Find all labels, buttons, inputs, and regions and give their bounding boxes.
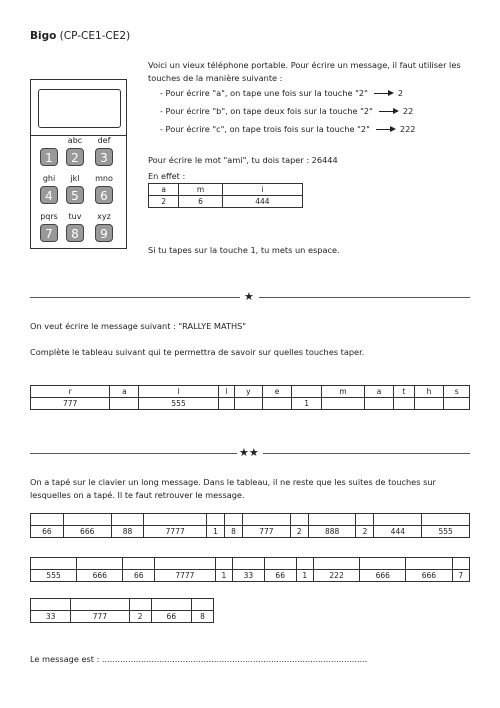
table-cell: 444 <box>222 196 302 208</box>
two-stars-icon: ★★ <box>239 446 259 459</box>
example-line: Pour écrire le mot "ami", tu dois taper : 26444 <box>148 155 338 165</box>
table-cell: l <box>218 386 234 398</box>
table-cell <box>129 599 151 611</box>
key-9: 9 <box>95 224 113 242</box>
table-cell: l <box>139 386 218 398</box>
table-cell <box>296 558 313 570</box>
separator <box>30 453 237 454</box>
table-cell <box>406 558 452 570</box>
table-cell: t <box>394 386 414 398</box>
separator <box>263 453 470 454</box>
table-cell: 7777 <box>155 570 216 582</box>
table-cell: h <box>414 386 444 398</box>
key-letters-label: ghi <box>42 174 56 183</box>
key-6: 6 <box>95 186 113 204</box>
table-cell: 1 <box>215 570 232 582</box>
table-cell: 33 <box>233 570 265 582</box>
intro-text: Voici un vieux téléphone portable. Pour écrire un message, il faut utiliser les touches de la manière suivante : <box>148 60 461 83</box>
table-cell <box>144 514 207 526</box>
table-cell <box>207 514 225 526</box>
bullet-item: - Pour écrire "b", on tape deux fois sur la touche "2" 22 <box>160 106 414 116</box>
table-cell: m <box>179 184 223 196</box>
table-cell: 666 <box>63 526 111 538</box>
page-title: Bigo (CP-CE1-CE2) <box>30 30 131 42</box>
table-cell <box>215 558 232 570</box>
table-cell: 8 <box>225 526 243 538</box>
table-cell <box>322 398 365 410</box>
table-cell <box>111 514 144 526</box>
section2-text: On a tapé sur le clavier un long message. Dans le tableau, il ne reste que les suites de touches sur lesquelles on a tapé. Il te faut retrouver le message. <box>30 477 436 500</box>
table-cell: s <box>444 386 470 398</box>
table-cell <box>365 398 394 410</box>
table-cell: e <box>263 386 292 398</box>
table-cell <box>225 514 243 526</box>
table-cell: i <box>222 184 302 196</box>
table-cell: 666 <box>360 570 406 582</box>
table-cell <box>71 599 129 611</box>
arrow-icon <box>376 129 394 130</box>
table-cell <box>308 514 356 526</box>
key-8: 8 <box>66 224 84 242</box>
table-cell <box>234 398 262 410</box>
message-table-2 <box>30 557 470 582</box>
key-letters-label: abc <box>67 136 83 145</box>
table-cell <box>155 558 216 570</box>
key-letters-label: xyz <box>97 212 111 221</box>
table-cell: 7777 <box>144 526 207 538</box>
table-cell: r <box>31 386 110 398</box>
table-cell: 6 <box>179 196 223 208</box>
table-cell <box>191 599 213 611</box>
separator <box>259 297 470 298</box>
table-cell <box>422 514 470 526</box>
table-cell <box>31 514 64 526</box>
table-cell <box>313 558 359 570</box>
separator <box>30 297 240 298</box>
table-cell: 7 <box>452 570 470 582</box>
table-cell <box>31 558 77 570</box>
rallye-table <box>30 385 470 410</box>
table-cell: 777 <box>31 398 110 410</box>
table-cell: 555 <box>31 570 77 582</box>
table-cell: 33 <box>31 611 71 623</box>
table-cell <box>290 514 308 526</box>
table-cell: 66 <box>151 611 191 623</box>
section1-intro: On veut écrire le message suivant : "RALLYE MATHS" <box>30 321 247 331</box>
section1-instruction: Complète le tableau suivant qui te permettra de savoir sur quelles touches taper. <box>30 347 365 357</box>
table-cell: m <box>322 386 365 398</box>
table-cell: 2 <box>149 196 179 208</box>
answer-line: Le message est : ...................................................................................................... <box>30 654 368 664</box>
bullet-item: - Pour écrire "c", on tape trois fois sur la touche "2" 222 <box>160 124 416 134</box>
table-cell: 88 <box>111 526 144 538</box>
table-cell: a <box>110 386 139 398</box>
key-letters-label: jkl <box>70 174 80 183</box>
table-cell: 555 <box>139 398 218 410</box>
table-cell <box>63 514 111 526</box>
table-cell <box>151 599 191 611</box>
table-cell: 2 <box>356 526 374 538</box>
table-cell: 888 <box>308 526 356 538</box>
table-cell: 1 <box>296 570 313 582</box>
key-letters-label: pqrs <box>40 212 58 221</box>
phone-illustration <box>30 79 127 249</box>
table-cell: y <box>234 386 262 398</box>
example-table <box>148 183 303 208</box>
table-cell <box>374 514 422 526</box>
table-cell <box>233 558 265 570</box>
key-letters-label: def <box>97 136 111 145</box>
phone-screen <box>38 89 121 128</box>
table-cell <box>77 558 123 570</box>
star-icon: ★ <box>244 290 254 303</box>
table-cell: 1 <box>207 526 225 538</box>
table-cell <box>444 398 470 410</box>
key-letters-label: tuv <box>68 212 82 221</box>
table-cell <box>452 558 470 570</box>
key-letters-label: mno <box>95 174 113 183</box>
key-4: 4 <box>40 186 58 204</box>
table-cell: 777 <box>243 526 291 538</box>
table-cell <box>110 398 139 410</box>
table-cell: 777 <box>71 611 129 623</box>
table-cell <box>394 398 414 410</box>
bullet-item: - Pour écrire "a", on tape une fois sur la touche "2" 2 <box>160 88 404 98</box>
table-cell: 66 <box>264 570 296 582</box>
table-cell: 666 <box>406 570 452 582</box>
table-cell <box>356 514 374 526</box>
table-cell: 666 <box>77 570 123 582</box>
table-cell <box>263 398 292 410</box>
table-cell: 2 <box>129 611 151 623</box>
space-note: Si tu tapes sur la touche 1, tu mets un espace. <box>148 245 340 255</box>
table-cell <box>243 514 291 526</box>
table-cell <box>123 558 155 570</box>
arrow-icon <box>374 93 392 94</box>
key-5: 5 <box>66 186 84 204</box>
table-cell: 1 <box>292 398 322 410</box>
table-cell: 66 <box>123 570 155 582</box>
bullet-list <box>160 88 460 142</box>
table-cell <box>360 558 406 570</box>
message-table-3 <box>30 598 214 623</box>
table-cell: 444 <box>374 526 422 538</box>
table-cell <box>414 398 444 410</box>
table-cell: 222 <box>313 570 359 582</box>
table-cell <box>218 398 234 410</box>
key-7: 7 <box>40 224 58 242</box>
table-cell <box>264 558 296 570</box>
table-cell <box>31 599 71 611</box>
table-cell: 2 <box>290 526 308 538</box>
key-1: 1 <box>40 148 58 166</box>
table-cell <box>292 386 322 398</box>
arrow-icon <box>379 111 397 112</box>
table-cell: 66 <box>31 526 64 538</box>
message-table-1 <box>30 513 470 538</box>
table-cell: a <box>365 386 394 398</box>
key-3: 3 <box>95 148 113 166</box>
example-label: En effet : <box>148 171 186 181</box>
table-cell: 555 <box>422 526 470 538</box>
table-cell: a <box>149 184 179 196</box>
table-cell: 8 <box>191 611 213 623</box>
key-2: 2 <box>66 148 84 166</box>
